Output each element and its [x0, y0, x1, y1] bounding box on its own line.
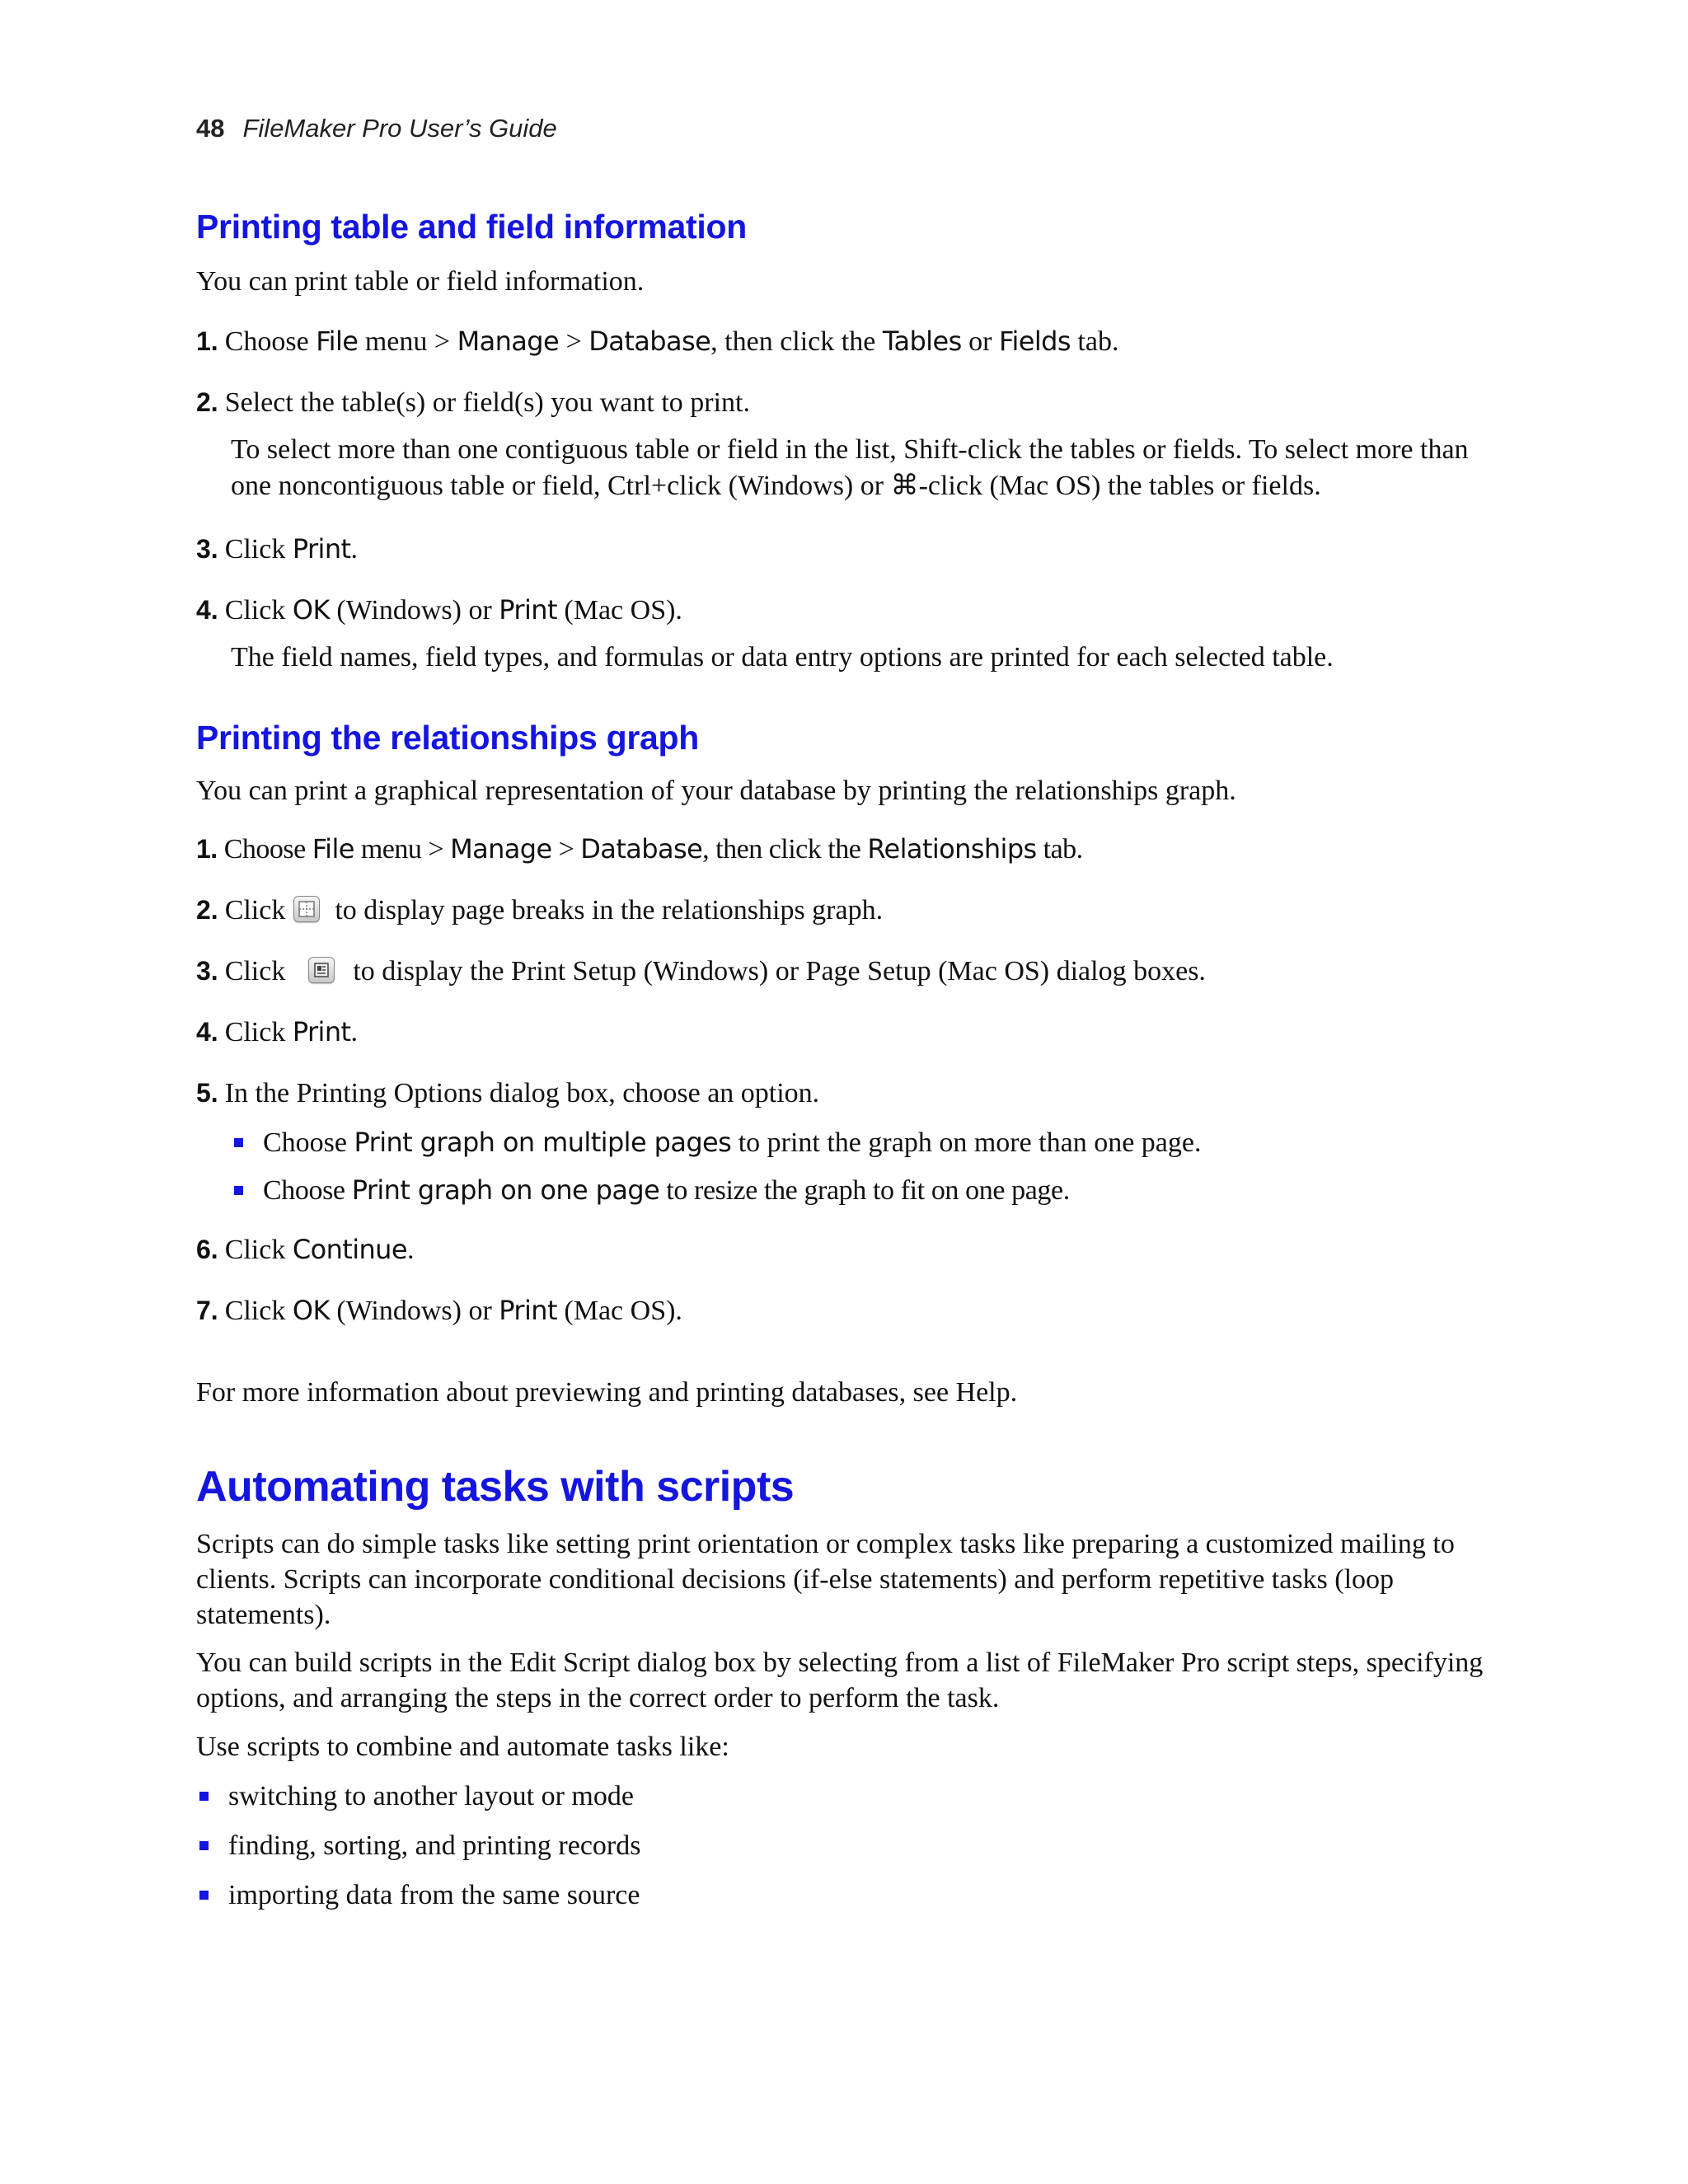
section1-step-1: 1. Choose File menu > Manage > Database, then click the Tables or Fields tab. — [196, 326, 1119, 357]
running-header — [196, 114, 557, 143]
section1-step-4: 4. Click OK (Windows) or Print (Mac OS). — [196, 594, 682, 626]
section2-step-2: 2. Click to display page breaks in the relationships graph. — [196, 895, 884, 926]
section3-para-3: Use scripts to combine and automate tasks like: — [196, 1732, 729, 1762]
list-item: importing data from the same source — [199, 1877, 640, 1914]
section2-intro: You can print a graphical representation of your database by printing the relationships graph. — [196, 776, 1236, 806]
section1-step-3: 3. Click Print. — [196, 533, 358, 565]
section1-step-2: 2. Select the table(s) or field(s) you want to print. — [196, 387, 751, 418]
section3-para-1: Scripts can do simple tasks like setting print orientation or complex tasks like preparing a customized mailing to clients. Scripts can incorporate conditional decisions (if-else statements) and perform repetitive tasks (loop statements). — [196, 1529, 1455, 1630]
page-number: 48 — [196, 114, 225, 143]
section-heading-relationships-graph: Printing the relationships graph — [196, 719, 700, 757]
section1-step-2-note: To select more than one contiguous table or field in the list, Shift-click the tables or fields. To select more than one noncontiguous table or field, Ctrl+click (Windows) or ⌘-click (Mac OS) the tables or fields. — [231, 434, 1469, 501]
section-heading-printing-table-field: Printing table and field information — [196, 208, 747, 246]
section2-step-3: 3. Click to display the Print Setup (Windows) or Page Setup (Mac OS) dialog boxes. — [196, 956, 1206, 987]
section3-para-2: You can build scripts in the Edit Script dialog box by selecting from a list of FileMaker Pro script steps, specifying options, and arranging the steps in the correct order to perform the task. — [196, 1647, 1484, 1713]
section2-option-one-page: Choose Print graph on one page to resize the graph to fit on one page. — [234, 1172, 1070, 1209]
print-setup-icon — [308, 957, 335, 983]
bullet-marker — [199, 1891, 209, 1900]
section2-more-info: For more information about previewing and printing databases, see Help. — [196, 1377, 1018, 1408]
bullet-marker — [234, 1186, 243, 1195]
section2-step-4: 4. Click Print. — [196, 1016, 358, 1047]
section1-step-4-note: The field names, field types, and formulas or data entry options are printed for each selected table. — [231, 642, 1334, 673]
section-heading-automating-scripts: Automating tasks with scripts — [196, 1463, 795, 1511]
section2-step-1: 1. Choose File menu > Manage > Database, then click the Relationships tab. — [196, 833, 1083, 865]
section2-step-7: 7. Click OK (Windows) or Print (Mac OS). — [196, 1295, 682, 1326]
bullet-marker — [199, 1841, 209, 1850]
list-item: switching to another layout or mode — [199, 1779, 634, 1815]
book-title: FileMaker Pro User’s Guide — [242, 114, 557, 143]
list-item: finding, sorting, and printing records — [199, 1828, 640, 1864]
section1-intro: You can print table or field information. — [196, 266, 645, 297]
section2-step-6: 6. Click Continue. — [196, 1234, 415, 1265]
bullet-marker — [234, 1138, 243, 1147]
section2-step-5: 5. In the Printing Options dialog box, choose an option. — [196, 1078, 820, 1108]
section2-option-multiple-pages: Choose Print graph on multiple pages to print the graph on more than one page. — [234, 1124, 1201, 1161]
bullet-marker — [199, 1792, 209, 1801]
page-breaks-icon — [293, 896, 320, 922]
